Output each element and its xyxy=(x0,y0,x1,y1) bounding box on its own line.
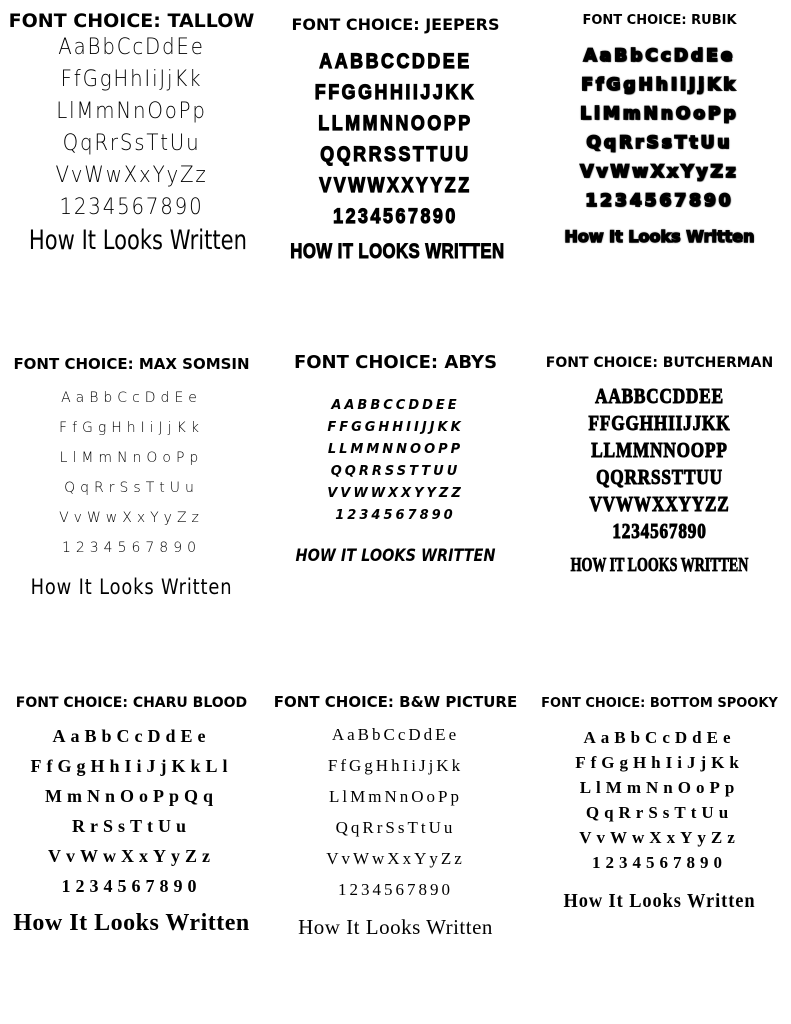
sample-row: VvWwXxYyZz xyxy=(326,849,465,868)
sample-row: LlMmNnOoPp xyxy=(580,104,739,124)
sample-row: QQRRSSTTUU xyxy=(596,465,723,489)
sample-row: AABBCCDDEE xyxy=(331,398,460,413)
sample-row: LLMMNNOOPP xyxy=(318,112,473,135)
sample-row: VvWwXxYyZz xyxy=(579,828,740,847)
written-sample: How It Looks Written xyxy=(298,915,493,939)
font-title: FONT CHOICE: RUBIK xyxy=(582,13,737,28)
font-sample-butcherman xyxy=(528,355,791,585)
sample-row: QqRrSsTtUu xyxy=(586,133,733,153)
sample-row: 1234567890 xyxy=(335,508,456,523)
font-sample-bottom-spooky xyxy=(528,693,791,927)
sample-row: QQRRSSTTUU xyxy=(330,464,461,479)
font-sample-jeepers xyxy=(264,10,527,272)
sample-row: FfGgHhIiJjKk xyxy=(575,753,744,772)
font-title: FONT CHOICE: BOTTOM SPOOKY xyxy=(541,696,778,711)
sample-row: 1234567890 xyxy=(585,191,734,211)
written-sample: HOW IT LOOKS WRITTEN xyxy=(290,240,505,263)
sample-row: LlMmNnOoPp xyxy=(59,450,204,466)
sample-row: AaBbCcDdEe xyxy=(331,725,460,744)
font-title: FONT CHOICE: BUTCHERMAN xyxy=(545,355,774,371)
sample-row: FfGgHhIiJjKk xyxy=(581,75,738,95)
sample-row: 1234567890 xyxy=(612,519,707,543)
sample-row: VvWwXxYyZz xyxy=(55,163,208,188)
font-title: FONT CHOICE: ABYS xyxy=(293,352,498,373)
written-sample: How It Looks Written xyxy=(30,575,233,599)
font-sample-max-somsin xyxy=(0,355,263,607)
sample-row: QqRrSsTtUu xyxy=(62,131,201,156)
sample-row: FFGGHHIIJJKK xyxy=(588,411,731,435)
font-title: FONT CHOICE: CHARU BLOOD xyxy=(15,695,248,711)
font-title: FONT CHOICE: B&W PICTURE xyxy=(273,693,518,711)
sample-row: RrSsTtUu xyxy=(71,816,191,836)
sample-row: 1234567890 xyxy=(338,880,453,899)
written-sample: How It Looks Written xyxy=(28,225,247,256)
sample-row: VvWwXxYyZz xyxy=(59,510,204,526)
sample-row: VvWwXxYyZz xyxy=(580,162,739,182)
font-sample-abys xyxy=(264,352,527,579)
sample-row: LlMmNnOoPp xyxy=(329,787,462,806)
font-sample-rubik xyxy=(528,10,791,254)
sample-row: AaBbCcDdEe xyxy=(58,35,205,60)
written-sample: HOW IT LOOKS WRITTEN xyxy=(295,546,496,566)
sample-row: FfGgHhIiJjKk xyxy=(327,756,464,775)
font-sample-bw-picture xyxy=(264,693,527,949)
sample-row: AaBbCcDdEe xyxy=(61,390,202,406)
sample-row: 1234567890 xyxy=(592,853,727,872)
font-title: FONT CHOICE: JEEPERS xyxy=(291,15,500,34)
sample-row: VVWWXXYYZZ xyxy=(327,486,464,501)
sample-row: MmNnOoPpQq xyxy=(44,786,218,806)
sample-row: AABBCCDDEE xyxy=(319,50,472,73)
sample-row: QQRRSSTTUU xyxy=(320,143,471,166)
written-sample: How It Looks Written xyxy=(13,910,250,936)
sample-row: 1234567890 xyxy=(59,195,204,220)
sample-row: VvWwXxYyZz xyxy=(48,846,215,866)
sample-row: LlMmNnOoPp xyxy=(56,99,207,124)
sample-row: QqRrSsTtUu xyxy=(335,818,456,837)
font-sample-tallow xyxy=(0,10,263,258)
written-sample: How It Looks Written xyxy=(564,227,755,246)
sample-row: FfGgHhIiJjKk xyxy=(60,67,203,92)
sample-row: 1234567890 xyxy=(61,876,202,896)
sample-row: FFGGHHIIJJKK xyxy=(314,81,477,104)
font-sample-charu-blood xyxy=(0,693,263,945)
sample-row: VVWWXXYYZZ xyxy=(319,174,472,197)
sample-row: LLMMNNOOPP xyxy=(327,442,464,457)
sample-row: QqRrSsTtUu xyxy=(64,480,199,496)
sample-row: FfGgHhIiJjKk xyxy=(59,420,204,436)
sample-row: 1234567890 xyxy=(333,205,458,228)
written-sample: HOW IT LOOKS WRITTEN xyxy=(570,554,749,576)
sample-row: AaBbCcDdEe xyxy=(583,46,736,66)
sample-row: 1234567890 xyxy=(61,540,202,556)
font-title: FONT CHOICE: TALLOW xyxy=(8,10,255,32)
sample-row: LlMmNnOoPp xyxy=(579,778,740,797)
sample-row: VVWWXXYYZZ xyxy=(589,492,730,516)
sample-row: AaBbCcDdEe xyxy=(52,726,211,746)
sample-row: QqRrSsTtUu xyxy=(585,803,734,822)
sample-row: LLMMNNOOPP xyxy=(591,438,728,462)
sample-row: FfGgHhIiJjKkLl xyxy=(30,756,233,776)
sample-row: AABBCCDDEE xyxy=(595,384,724,408)
sample-row: FFGGHHIIJJKK xyxy=(327,420,464,435)
sample-row: AaBbCcDdEe xyxy=(583,728,736,747)
written-sample: How It Looks Written xyxy=(563,890,756,912)
font-title: FONT CHOICE: MAX SOMSIN xyxy=(13,355,250,373)
